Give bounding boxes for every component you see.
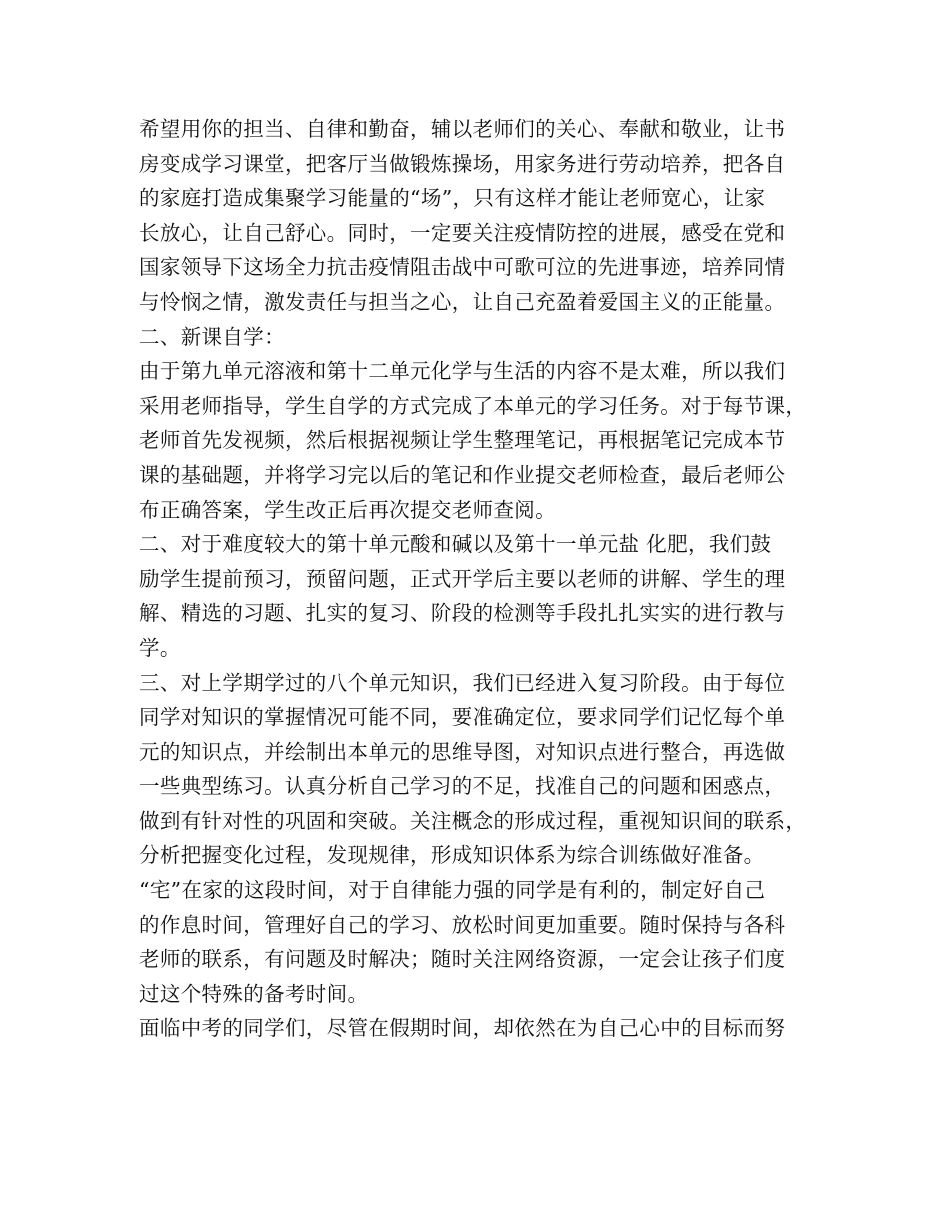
text-line: 一些典型练习。认真分析自己学习的不足，找准自己的问题和困惑点， — [139, 774, 786, 799]
text-line: 励学生提前预习，预留问题，正式开学后主要以老师的讲解、学生的理 — [139, 566, 786, 591]
text-line: 过这个特殊的备考时间。 — [139, 981, 369, 1006]
text-line: 与怜悯之情，激发责任与担当之心，让自己充盈着爱国主义的正能量。 — [139, 289, 786, 314]
text-line: 老师的联系，有问题及时解决；随时关注网络资源，一定会让孩子们度 — [139, 947, 786, 972]
text-line: 房变成学习课堂，把客厅当做锻炼操场，用家务进行劳动培养，把各自 — [139, 151, 786, 176]
text-line: 的作息时间，管理好自己的学习、放松时间更加重要。随时保持与各科 — [139, 912, 786, 937]
text-line: 同学对知识的掌握情况可能不同，要准确定位，要求同学们记忆每个单 — [139, 705, 786, 730]
text-line: 国家领导下这场全力抗击疫情阻击战中可歌可泣的先进事迹，培养同情 — [139, 255, 786, 280]
section-heading: 二、新课自学： — [139, 324, 285, 349]
text-line: 二、对于难度较大的第十单元酸和碱以及第十一单元盐 化肥，我们鼓 — [139, 532, 772, 557]
text-line: 老师首先发视频，然后根据视频让学生整理笔记，再根据笔记完成本节 — [139, 428, 786, 453]
text-line: 面临中考的同学们，尽管在假期时间，却依然在为自己心中的目标而努 — [139, 1016, 786, 1041]
text-line: 学。 — [139, 635, 181, 660]
text-line: 三、对上学期学过的八个单元知识，我们已经进入复习阶段。由于每位 — [139, 670, 786, 695]
text-line: 采用老师指导，学生自学的方式完成了本单元的学习任务。对于每节课， — [139, 393, 807, 418]
text-line: 希望用你的担当、自律和勤奋，辅以老师们的关心、奉献和敬业，让书 — [139, 117, 786, 141]
text-line: 课的基础题，并将学习完以后的笔记和作业提交老师检查，最后老师公 — [139, 462, 786, 487]
text-line: 做到有针对性的巩固和突破。关注概念的形成过程，重视知识间的联系， — [139, 808, 807, 833]
text-line: 分析把握变化过程，发现规律，形成知识体系为综合训练做好准备。 — [139, 843, 765, 868]
text-line: 布正确答案，学生改正后再次提交老师查阅。 — [139, 497, 556, 522]
text-line: 解、精选的习题、扎实的复习、阶段的检测等手段扎扎实实的进行教与 — [139, 601, 786, 626]
document-body — [139, 112, 839, 1046]
text-line: 的家庭打造成集聚学习能量的“场”，只有这样才能让老师宽心，让家 — [139, 186, 766, 211]
text-line: 由于第九单元溶液和第十二单元化学与生活的内容不是太难，所以我们 — [139, 359, 786, 384]
text-line: 元的知识点，并绘制出本单元的思维导图，对知识点进行整合，再选做 — [139, 739, 786, 764]
text-line: 长放心，让自己舒心。同时，一定要关注疫情防控的进展，感受在党和 — [139, 220, 786, 245]
text-line: “宅”在家的这段时间，对于自律能力强的同学是有利的，制定好自己 — [139, 878, 766, 903]
